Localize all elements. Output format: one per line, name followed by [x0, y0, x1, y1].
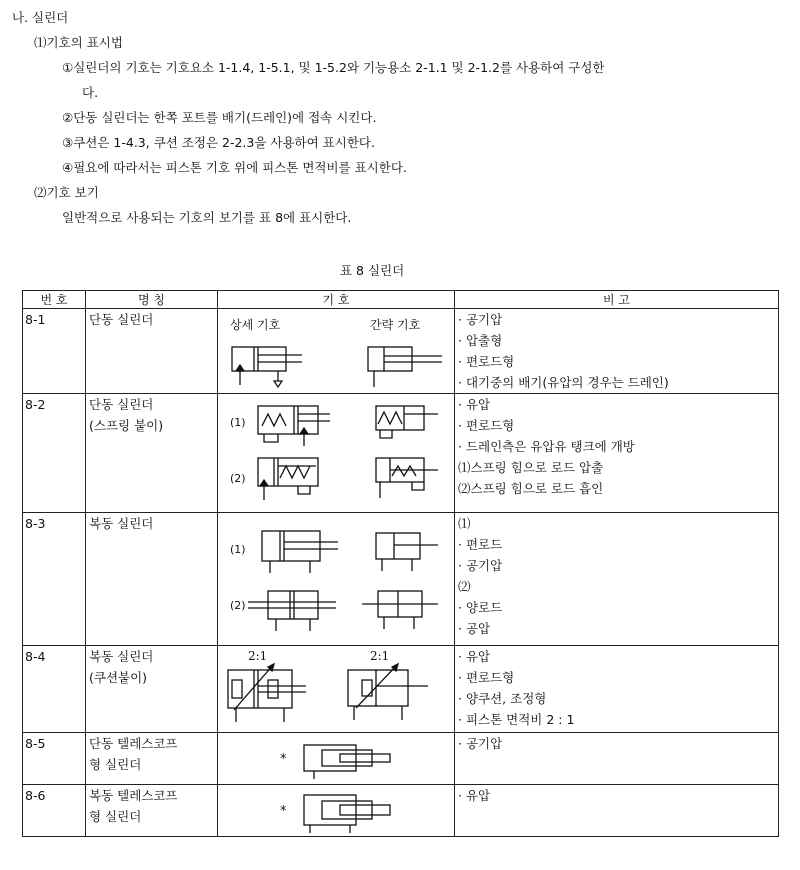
- spring-cylinder-symbol: [218, 394, 454, 512]
- row-name: (스프링 붙이): [89, 418, 164, 433]
- subsection-title-2: ⑵기호 보기: [34, 185, 99, 200]
- subsection-text: 일반적으로 사용되는 기호의 보기를 표 8에 표시한다.: [62, 210, 352, 225]
- item-1: ①실린더의 기호는 기호요소 1-1.4, 1-5.1, 및 1-5.2와 기능용소 2-1.1 및 2-1.2를 사용하여 구성한: [62, 60, 605, 75]
- header-name: 명 칭: [86, 291, 218, 309]
- remark: · 유압: [458, 649, 491, 664]
- row-name: 단동 실린더: [89, 312, 154, 327]
- remark: ⑵스프링 힘으로 로드 흡인: [458, 481, 604, 496]
- row-number: 8-3: [25, 516, 46, 531]
- row-name: 단동 텔레스코프: [89, 736, 178, 751]
- remark: · 공압: [458, 621, 491, 636]
- row-name: 형 실린더: [89, 809, 142, 824]
- header-number: 번 호: [23, 291, 86, 309]
- double-acting-cylinder-symbol: [218, 513, 454, 645]
- table-row: [23, 309, 779, 394]
- item-1-cont: 다.: [82, 85, 99, 100]
- remark: · 유압: [458, 788, 491, 803]
- remark: · 편로드형: [458, 418, 515, 433]
- remark: · 공기압: [458, 736, 503, 751]
- header-remarks: 비 고: [455, 291, 779, 309]
- single-acting-cylinder-symbol: [218, 309, 454, 393]
- row-name: 복동 텔레스코프: [89, 788, 178, 803]
- table-header-row: [23, 291, 779, 309]
- item-3: ③쿠션은 1-4.3, 쿠션 조정은 2-2.3을 사용하여 표시한다.: [62, 135, 375, 150]
- remark: · 대기중의 배기(유압의 경우는 드레인): [458, 375, 669, 390]
- row-name: 형 실린더: [89, 757, 142, 772]
- remark: · 편로드형: [458, 354, 515, 369]
- section-heading: 나. 실린더: [12, 10, 69, 25]
- area-ratio-label: 2:1: [370, 649, 390, 663]
- remark: · 공기압: [458, 558, 503, 573]
- symbol-label: (1): [230, 416, 246, 429]
- item-2: ②단동 실린더는 한쪽 포트를 배기(드레인)에 접속 시킨다.: [62, 110, 377, 125]
- area-ratio-label: 2:1: [248, 649, 268, 663]
- remark: ⑵: [458, 579, 471, 594]
- table-row: [23, 785, 779, 837]
- remark: · 양로드: [458, 600, 503, 615]
- remark: · 피스톤 면적비 2 : 1: [458, 712, 575, 727]
- remark: ⑴: [458, 516, 471, 531]
- double-telescopic-cylinder-symbol: [218, 785, 454, 836]
- row-number: 8-2: [25, 397, 46, 412]
- remark: · 편로드형: [458, 670, 515, 685]
- subsection-title-1: ⑴기호의 표시법: [34, 35, 123, 50]
- row-number: 8-6: [25, 788, 46, 803]
- telescopic-mark: *: [280, 804, 287, 819]
- remark: · 유압: [458, 397, 491, 412]
- cylinder-table: [22, 290, 779, 837]
- table-caption: 표 8 실린더: [340, 263, 405, 278]
- table-row: [23, 394, 779, 513]
- row-number: 8-1: [25, 312, 46, 327]
- symbol-label: (2): [230, 472, 246, 485]
- single-telescopic-cylinder-symbol: [218, 733, 454, 784]
- remark: · 양쿠션, 조정형: [458, 691, 547, 706]
- table-row: [23, 513, 779, 646]
- item-4: ④필요에 따라서는 피스톤 기호 위에 피스톤 면적비를 표시한다.: [62, 160, 407, 175]
- telescopic-mark: *: [280, 752, 287, 767]
- row-number: 8-5: [25, 736, 46, 751]
- table-row: [23, 646, 779, 733]
- header-symbol: 기 호: [218, 291, 455, 309]
- symbol-label: 상세 기호: [230, 318, 281, 332]
- symbol-label: (1): [230, 543, 246, 556]
- remark: · 편로드: [458, 537, 503, 552]
- remark: · 공기압: [458, 312, 503, 327]
- remark: · 압출형: [458, 333, 503, 348]
- row-name: 복동 실린더: [89, 649, 154, 664]
- remark: ⑴스프링 힘으로 로드 압출: [458, 460, 604, 475]
- table-row: [23, 733, 779, 785]
- remark: · 드레인측은 유압유 탱크에 개방: [458, 439, 635, 454]
- symbol-label: 간략 기호: [370, 318, 421, 332]
- cushioned-cylinder-symbol: [218, 646, 454, 732]
- row-name: 단동 실린더: [89, 397, 154, 412]
- row-number: 8-4: [25, 649, 46, 664]
- row-name: 복동 실린더: [89, 516, 154, 531]
- row-name: (쿠션붙이): [89, 670, 148, 685]
- symbol-label: (2): [230, 599, 246, 612]
